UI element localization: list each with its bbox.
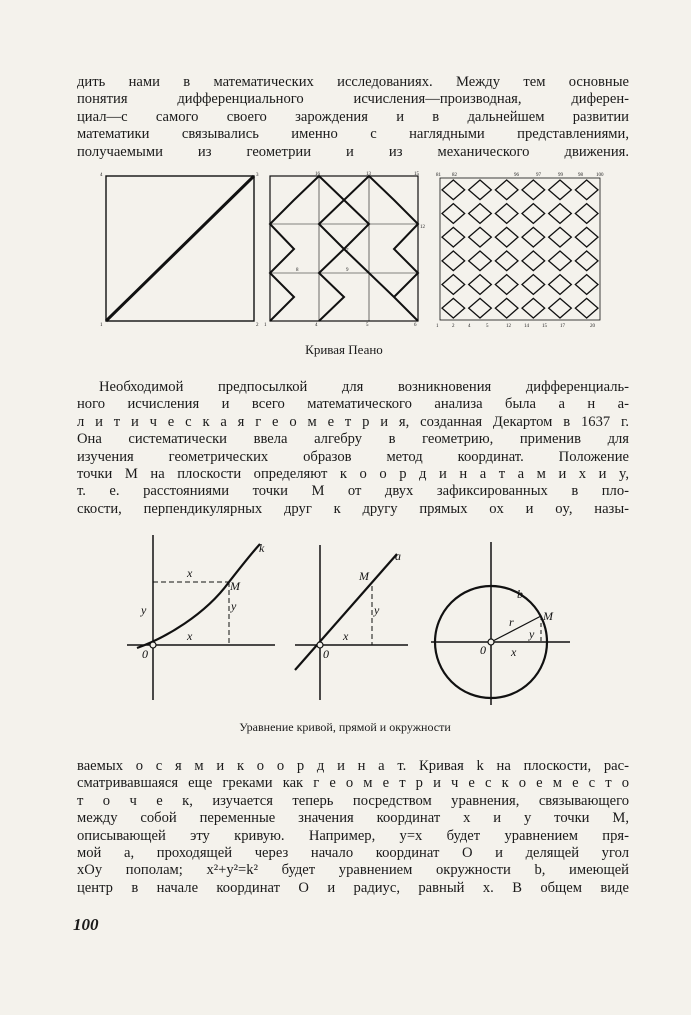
peano-diamond bbox=[549, 298, 572, 318]
figure-1-caption: Кривая Пеано bbox=[305, 342, 383, 357]
peano-label: 1 bbox=[100, 323, 103, 328]
peano-diamond bbox=[549, 204, 572, 224]
peano-label: 100 bbox=[596, 173, 604, 178]
peano-label: 6 bbox=[414, 323, 417, 328]
peano-diamond bbox=[575, 251, 598, 271]
peano-diamond bbox=[549, 180, 572, 200]
peano-label: 2 bbox=[452, 324, 455, 328]
label-m: M bbox=[230, 579, 240, 593]
peano-diamond bbox=[522, 180, 545, 200]
text-line: описывающей эту кривую. Например, y=x будет уравнением пря- bbox=[77, 827, 629, 844]
peano-label: 13 bbox=[366, 172, 371, 177]
origin-point bbox=[488, 639, 494, 645]
line-a bbox=[295, 554, 397, 670]
text-line: т о ч е к, изучается теперь посредством уравнения, связывающего bbox=[77, 792, 629, 809]
peano-diamond bbox=[549, 251, 572, 271]
peano-diamond bbox=[442, 251, 465, 271]
peano-label: 7 bbox=[346, 249, 349, 254]
page-number: 100 bbox=[73, 915, 99, 934]
label-y-left: y bbox=[141, 603, 147, 617]
label-y-mid: y bbox=[374, 603, 380, 617]
text-line: Она систематически ввела алгебру в геометрию, применив для bbox=[77, 431, 629, 448]
peano-diamond bbox=[495, 227, 518, 247]
label-x-bottom: x bbox=[343, 629, 349, 643]
peano-diamond bbox=[549, 227, 572, 247]
text-line: л и т и ч е с к а я г е о м е т р и я, созданная Декартом в 1637 г. bbox=[77, 413, 629, 430]
label-a: a bbox=[395, 549, 401, 563]
peano-diamond bbox=[495, 204, 518, 224]
graph-line-a bbox=[295, 545, 408, 700]
text-line: математики связывались именно с наглядными представлениями, bbox=[77, 126, 629, 143]
peano-diamond bbox=[495, 251, 518, 271]
peano-diamond bbox=[469, 298, 492, 318]
text-line: xOy пополам; x²+y²=k² будет уравнением окружности b, имеющей bbox=[77, 862, 629, 879]
peano-label: 17 bbox=[560, 324, 565, 328]
peano-diamond bbox=[442, 298, 465, 318]
peano-diamond bbox=[522, 275, 545, 295]
text-line: центр в начале координат O и радиус, равный x. В общем виде bbox=[77, 879, 629, 896]
peano-diamond bbox=[522, 251, 545, 271]
text-line: сматривавшаяся еще греками как г е о м е т р и ч е с к о е м е с т о bbox=[77, 775, 629, 792]
label-r: r bbox=[509, 615, 514, 629]
figure-2-caption: Уравнение кривой, прямой и окружности bbox=[239, 720, 451, 734]
peano-label: 5 bbox=[486, 324, 489, 328]
paragraph-2 bbox=[77, 379, 629, 518]
peano-panel-third-iteration bbox=[440, 178, 600, 320]
peano-diamond bbox=[469, 204, 492, 224]
peano-diamond bbox=[575, 227, 598, 247]
peano-diamond bbox=[522, 298, 545, 318]
peano-label: 96 bbox=[514, 173, 519, 178]
peano-label: 2 bbox=[256, 323, 259, 328]
peano-label: 15 bbox=[542, 324, 547, 328]
peano-label: 15 bbox=[414, 172, 419, 177]
peano-diamond bbox=[522, 227, 545, 247]
peano-diamond bbox=[469, 251, 492, 271]
label-origin: 0 bbox=[142, 647, 148, 661]
peano-label: 12 bbox=[420, 225, 425, 230]
peano-label: 8 bbox=[296, 268, 299, 273]
curve-k bbox=[137, 544, 260, 648]
label-x-bottom: x bbox=[511, 645, 517, 659]
peano-diamond bbox=[575, 180, 598, 200]
paragraph-1 bbox=[77, 74, 629, 161]
peano-label: 4 bbox=[315, 323, 318, 328]
label-b: b bbox=[517, 587, 523, 601]
peano-label: 5 bbox=[366, 323, 369, 328]
coordinate-graphs-figure bbox=[125, 530, 585, 710]
peano-diamond bbox=[575, 204, 598, 224]
peano-diamond bbox=[469, 180, 492, 200]
text-line: дить нами в математических исследованиях. Между тем основные bbox=[77, 74, 629, 90]
peano-label: 14 bbox=[524, 324, 529, 328]
peano-label: 1 bbox=[436, 324, 439, 328]
peano-label: 99 bbox=[558, 173, 563, 178]
peano-diamond bbox=[575, 298, 598, 318]
peano-panel-second-iteration bbox=[270, 176, 418, 321]
text-line: точки M на плоскости определяют к о о р д и н а т а м и x и y, bbox=[77, 466, 629, 483]
graph-curve-k bbox=[127, 535, 275, 700]
text-line: получаемыми из геометрии и из механического движения. bbox=[77, 143, 629, 160]
peano-label: 4 bbox=[468, 324, 471, 328]
text-line: между собой переменные значения координат x и y точки M, bbox=[77, 810, 629, 827]
origin-point bbox=[150, 642, 156, 648]
paragraph-3 bbox=[77, 758, 629, 897]
label-m: M bbox=[543, 609, 553, 623]
label-y-mid: y bbox=[231, 599, 237, 613]
text-line: ного исчисления и всего математического анализа была а н а- bbox=[77, 396, 629, 413]
text-line: Необходимой предпосылкой для возникновения дифференциаль- bbox=[99, 379, 629, 395]
label-y-mid: y bbox=[529, 627, 535, 641]
peano-label: 81 bbox=[436, 173, 441, 178]
graph-circle-b bbox=[431, 542, 570, 705]
label-x-top: x bbox=[187, 566, 193, 580]
peano-label: 97 bbox=[536, 173, 541, 178]
label-k: k bbox=[259, 541, 265, 555]
peano-label: 82 bbox=[452, 173, 457, 178]
peano-diamond bbox=[469, 227, 492, 247]
peano-diamond bbox=[522, 204, 545, 224]
peano-diamond bbox=[469, 275, 492, 295]
peano-label: 9 bbox=[346, 268, 349, 273]
peano-diamond bbox=[442, 204, 465, 224]
peano-panel-diagonal bbox=[106, 176, 254, 321]
label-x-bottom: x bbox=[187, 629, 193, 643]
peano-diamond bbox=[495, 180, 518, 200]
peano-label: 12 bbox=[506, 324, 511, 328]
peano-curve-figure bbox=[96, 168, 616, 328]
text-line: понятия дифференциального исчисления—производная, диферен- bbox=[77, 91, 629, 108]
peano-diamond bbox=[495, 275, 518, 295]
text-line: изучения геометрических образов метод координат. Положение bbox=[77, 448, 629, 465]
text-line: т. е. расстояниями точки M от двух зафиксированных в пло- bbox=[77, 483, 629, 500]
peano-label: 98 bbox=[578, 173, 583, 178]
peano-label: 20 bbox=[590, 324, 595, 328]
text-line: циал—с самого своего зарождения и в дальнейшем развитии bbox=[77, 108, 629, 125]
peano-diamond bbox=[442, 180, 465, 200]
label-origin: 0 bbox=[480, 643, 486, 657]
peano-diamond bbox=[495, 298, 518, 318]
peano-label: 4 bbox=[100, 173, 103, 178]
text-line: мой a, проходящей через начало координат O и делящей угол bbox=[77, 845, 629, 862]
peano-diamond bbox=[549, 275, 572, 295]
text-line: скости, перпендикулярных друг к другу прямых ox и oy, назы- bbox=[77, 500, 629, 517]
peano-label: 16 bbox=[315, 172, 320, 177]
peano-diamond bbox=[442, 227, 465, 247]
label-origin: 0 bbox=[323, 647, 329, 661]
peano-diamond bbox=[575, 275, 598, 295]
text-line: ваемых о с я м и к о о р д и н а т. Кривая k на плоскости, рас- bbox=[77, 758, 629, 774]
peano-label: 3 bbox=[256, 173, 259, 178]
label-m: M bbox=[359, 569, 369, 583]
peano-label: 1 bbox=[264, 323, 267, 328]
peano-diamond bbox=[442, 275, 465, 295]
